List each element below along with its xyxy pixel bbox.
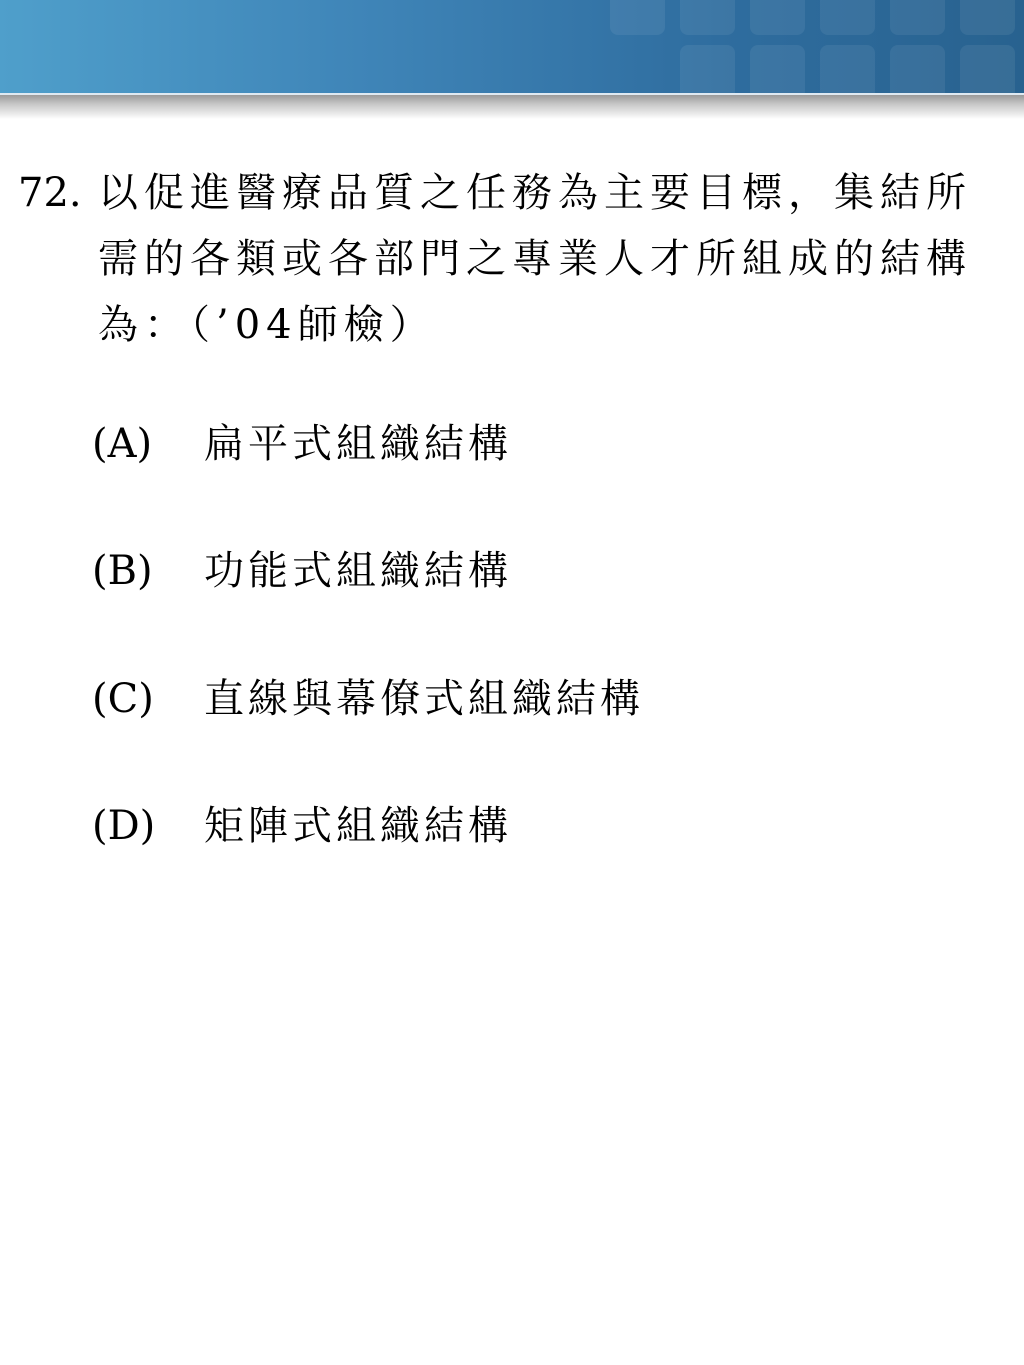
option-a: [92, 412, 512, 469]
header-shadow: [0, 95, 1024, 119]
question-text: 以促進醫療品質之任務為主要目標，集結所需的各類或各部門之專業人才所組成的結構為：（’04師檢）: [98, 170, 972, 348]
header-decor-tile: [820, 0, 875, 35]
header-decor-tile: [960, 0, 1015, 35]
header-decor-tile: [960, 45, 1015, 95]
option-c: [92, 667, 644, 724]
question-number: 72.: [18, 170, 82, 216]
option-d-label: (D): [92, 803, 156, 849]
header-decor-tile: [680, 45, 735, 95]
option-b-label: (B): [92, 548, 153, 594]
header-decor-tile: [610, 0, 665, 35]
option-c-text: 直線與幕僚式組織結構: [204, 676, 644, 722]
header-decor-tile: [890, 0, 945, 35]
option-b: [92, 539, 512, 596]
option-c-label: (C): [92, 676, 154, 722]
header-decor-tile: [890, 45, 945, 95]
header-decor-tile: [680, 0, 735, 35]
slide-header-band: [0, 0, 1024, 95]
option-d-text: 矩陣式組織結構: [204, 803, 512, 849]
option-b-text: 功能式組織結構: [204, 548, 512, 594]
header-decor-tile: [820, 45, 875, 95]
header-decor-tile: [750, 0, 805, 35]
option-a-text: 扁平式組織結構: [204, 421, 512, 467]
header-decor-tile: [750, 45, 805, 95]
option-d: [92, 794, 512, 851]
option-a-label: (A): [92, 421, 153, 467]
